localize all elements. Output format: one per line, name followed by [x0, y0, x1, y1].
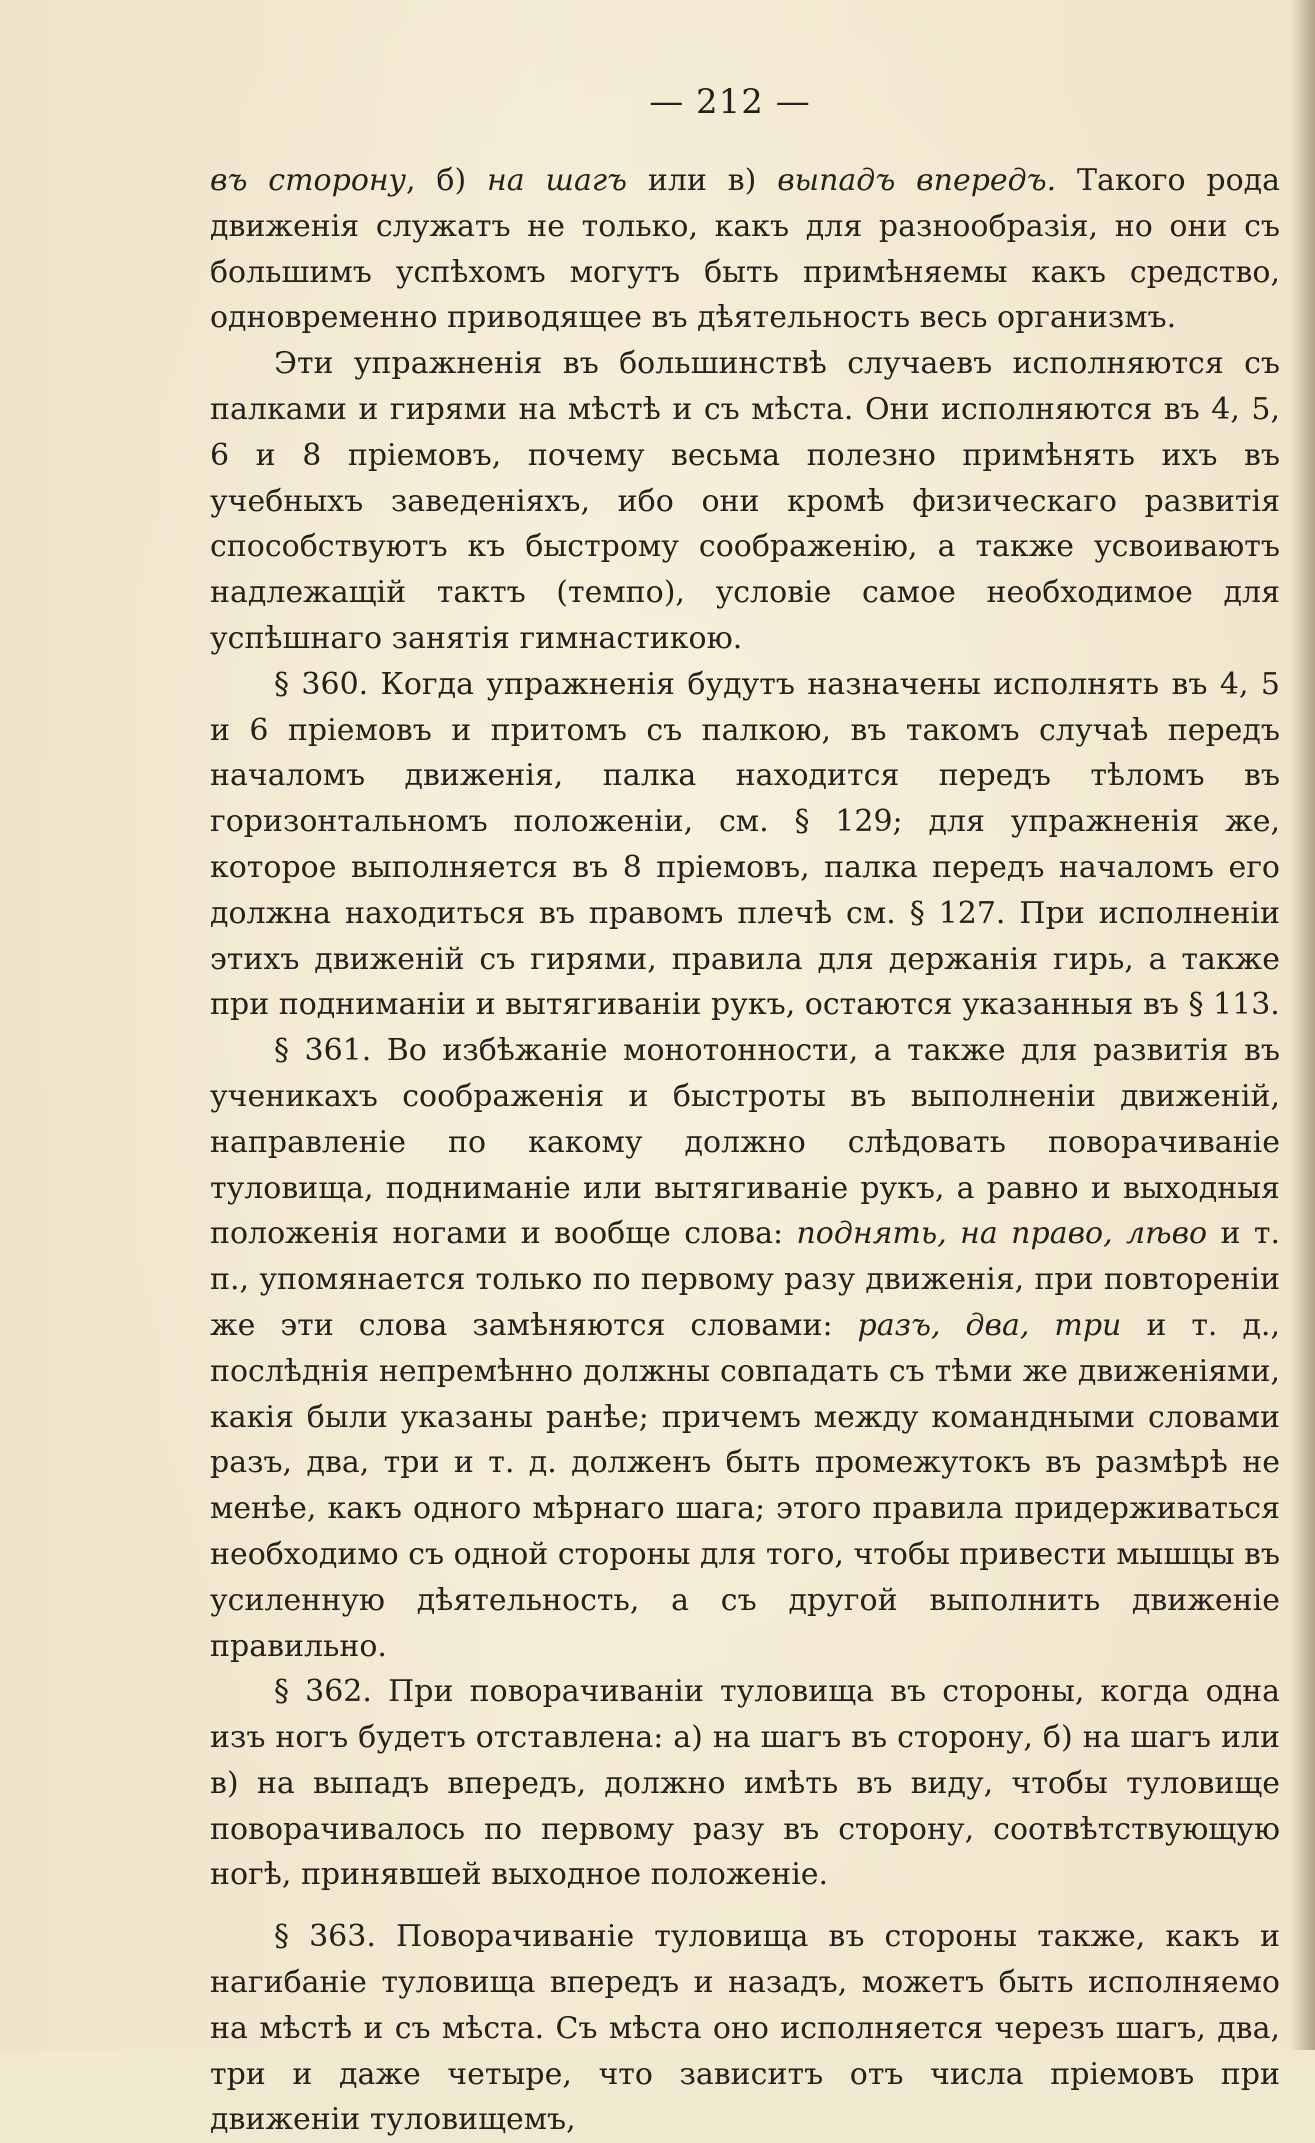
text-run: и т. п., упомянается только по первому разу движенія, при повтореніи же эти слова замѣняются словами: — [210, 1216, 1281, 1343]
italic-text-run: въ сторону — [210, 163, 407, 198]
paragraph — [210, 1669, 1280, 1898]
text-run: , б) — [406, 163, 488, 198]
text-run: § 363. Поворачиваніе туловища въ стороны также, какъ и нагибаніе туловища впередъ и назадъ, можетъ быть исполняемо на мѣстѣ и съ мѣста. Съ мѣста оно исполняется черезъ шагъ, два, три и даже четыре, что зависитъ отъ числа пріемовъ при движеніи туловищемъ, — [210, 1919, 1280, 2138]
paragraph — [210, 1028, 1280, 1669]
italic-text-run: выпадъ впередъ. — [777, 163, 1057, 198]
paragraph — [210, 662, 1280, 1028]
text-run: § 360. Когда упражненія будутъ назначены исполнять въ 4, 5 и 6 пріемовъ и притомъ съ палкою, въ такомъ случаѣ передъ началомъ движенія, палка находится передъ тѣломъ въ горизонтальномъ положеніи, см. § 129; для упражненія же, которое выполняется въ 8 пріемовъ, палка передъ началомъ его должна находиться въ правомъ плечѣ см. § 127. При исполненіи этихъ движеній съ гирями, правила для держанія гирь, а также при подниманіи и вытягиваніи рукъ, остаются указанныя въ § 113. — [210, 666, 1280, 1023]
italic-text-run: поднять, на право, лѣво — [796, 1216, 1208, 1252]
text-run: Такого рода движенія служатъ не только, какъ для разнообразія, но они съ большимъ успѣхомъ могутъ быть примѣняемы какъ средство, одновременно приводящее въ дѣятельность весь организмъ. — [210, 163, 1281, 336]
body-text — [210, 158, 1280, 2143]
text-run: и т. д., послѣднія непремѣнно должны совпадать съ тѣми же движеніями, какія были указаны ранѣе; причемъ между командными словами разъ, два, три и т. д. долженъ быть промежутокъ въ размѣрѣ не менѣе, какъ одного мѣрнаго шага; этого правила придерживаться необходимо съ одной стороны для того, чтобы привести мышцы въ усиленную дѣятельность, а съ другой выполнить движеніе правильно. — [210, 1307, 1281, 1664]
page-number: — 212 — — [649, 82, 811, 122]
paragraph — [210, 341, 1280, 662]
italic-text-run: разъ, два, три — [857, 1307, 1122, 1343]
text-run: или в) — [627, 163, 778, 198]
italic-text-run: на шагъ — [487, 163, 628, 198]
text-run: § 362. При поворачиваніи туловища въ стороны, когда одна изъ ногъ будетъ отставлена: а) на шагъ въ сторону, б) на шагъ или в) на выпадъ впередъ, должно имѣть въ виду, чтобы туловище поворачивалось по первому разу въ сторону, соотвѣтствующую ногѣ, принявшей выходное положеніе. — [210, 1674, 1280, 1893]
text-run: Эти упражненія въ большинствѣ случаевъ исполняются съ палками и гирями на мѣстѣ и съ мѣста. Они исполняются въ 4, 5, 6 и 8 пріемовъ, почему весьма полезно примѣнять ихъ въ учебныхъ заведеніяхъ, ибо они кромѣ физическаго развитія способствуютъ къ быстрому соображенію, а также усвоиваютъ надлежащій тактъ (темпо), условіе самое необходимое для успѣшнаго занятія гимнастикою. — [210, 346, 1280, 656]
paragraph — [210, 158, 1280, 341]
paragraph — [210, 1914, 1280, 2143]
text-run: § 361. Во избѣжаніе монотонности, а также для развитія въ ученикахъ соображенія и быстроты въ выполненіи движеній, направленіе по какому должно слѣдовать поворачиваніе туловища, подниманіе или вытягиваніе рукъ, а равно и выходныя положенія ногами и вообще слова: — [210, 1033, 1280, 1252]
